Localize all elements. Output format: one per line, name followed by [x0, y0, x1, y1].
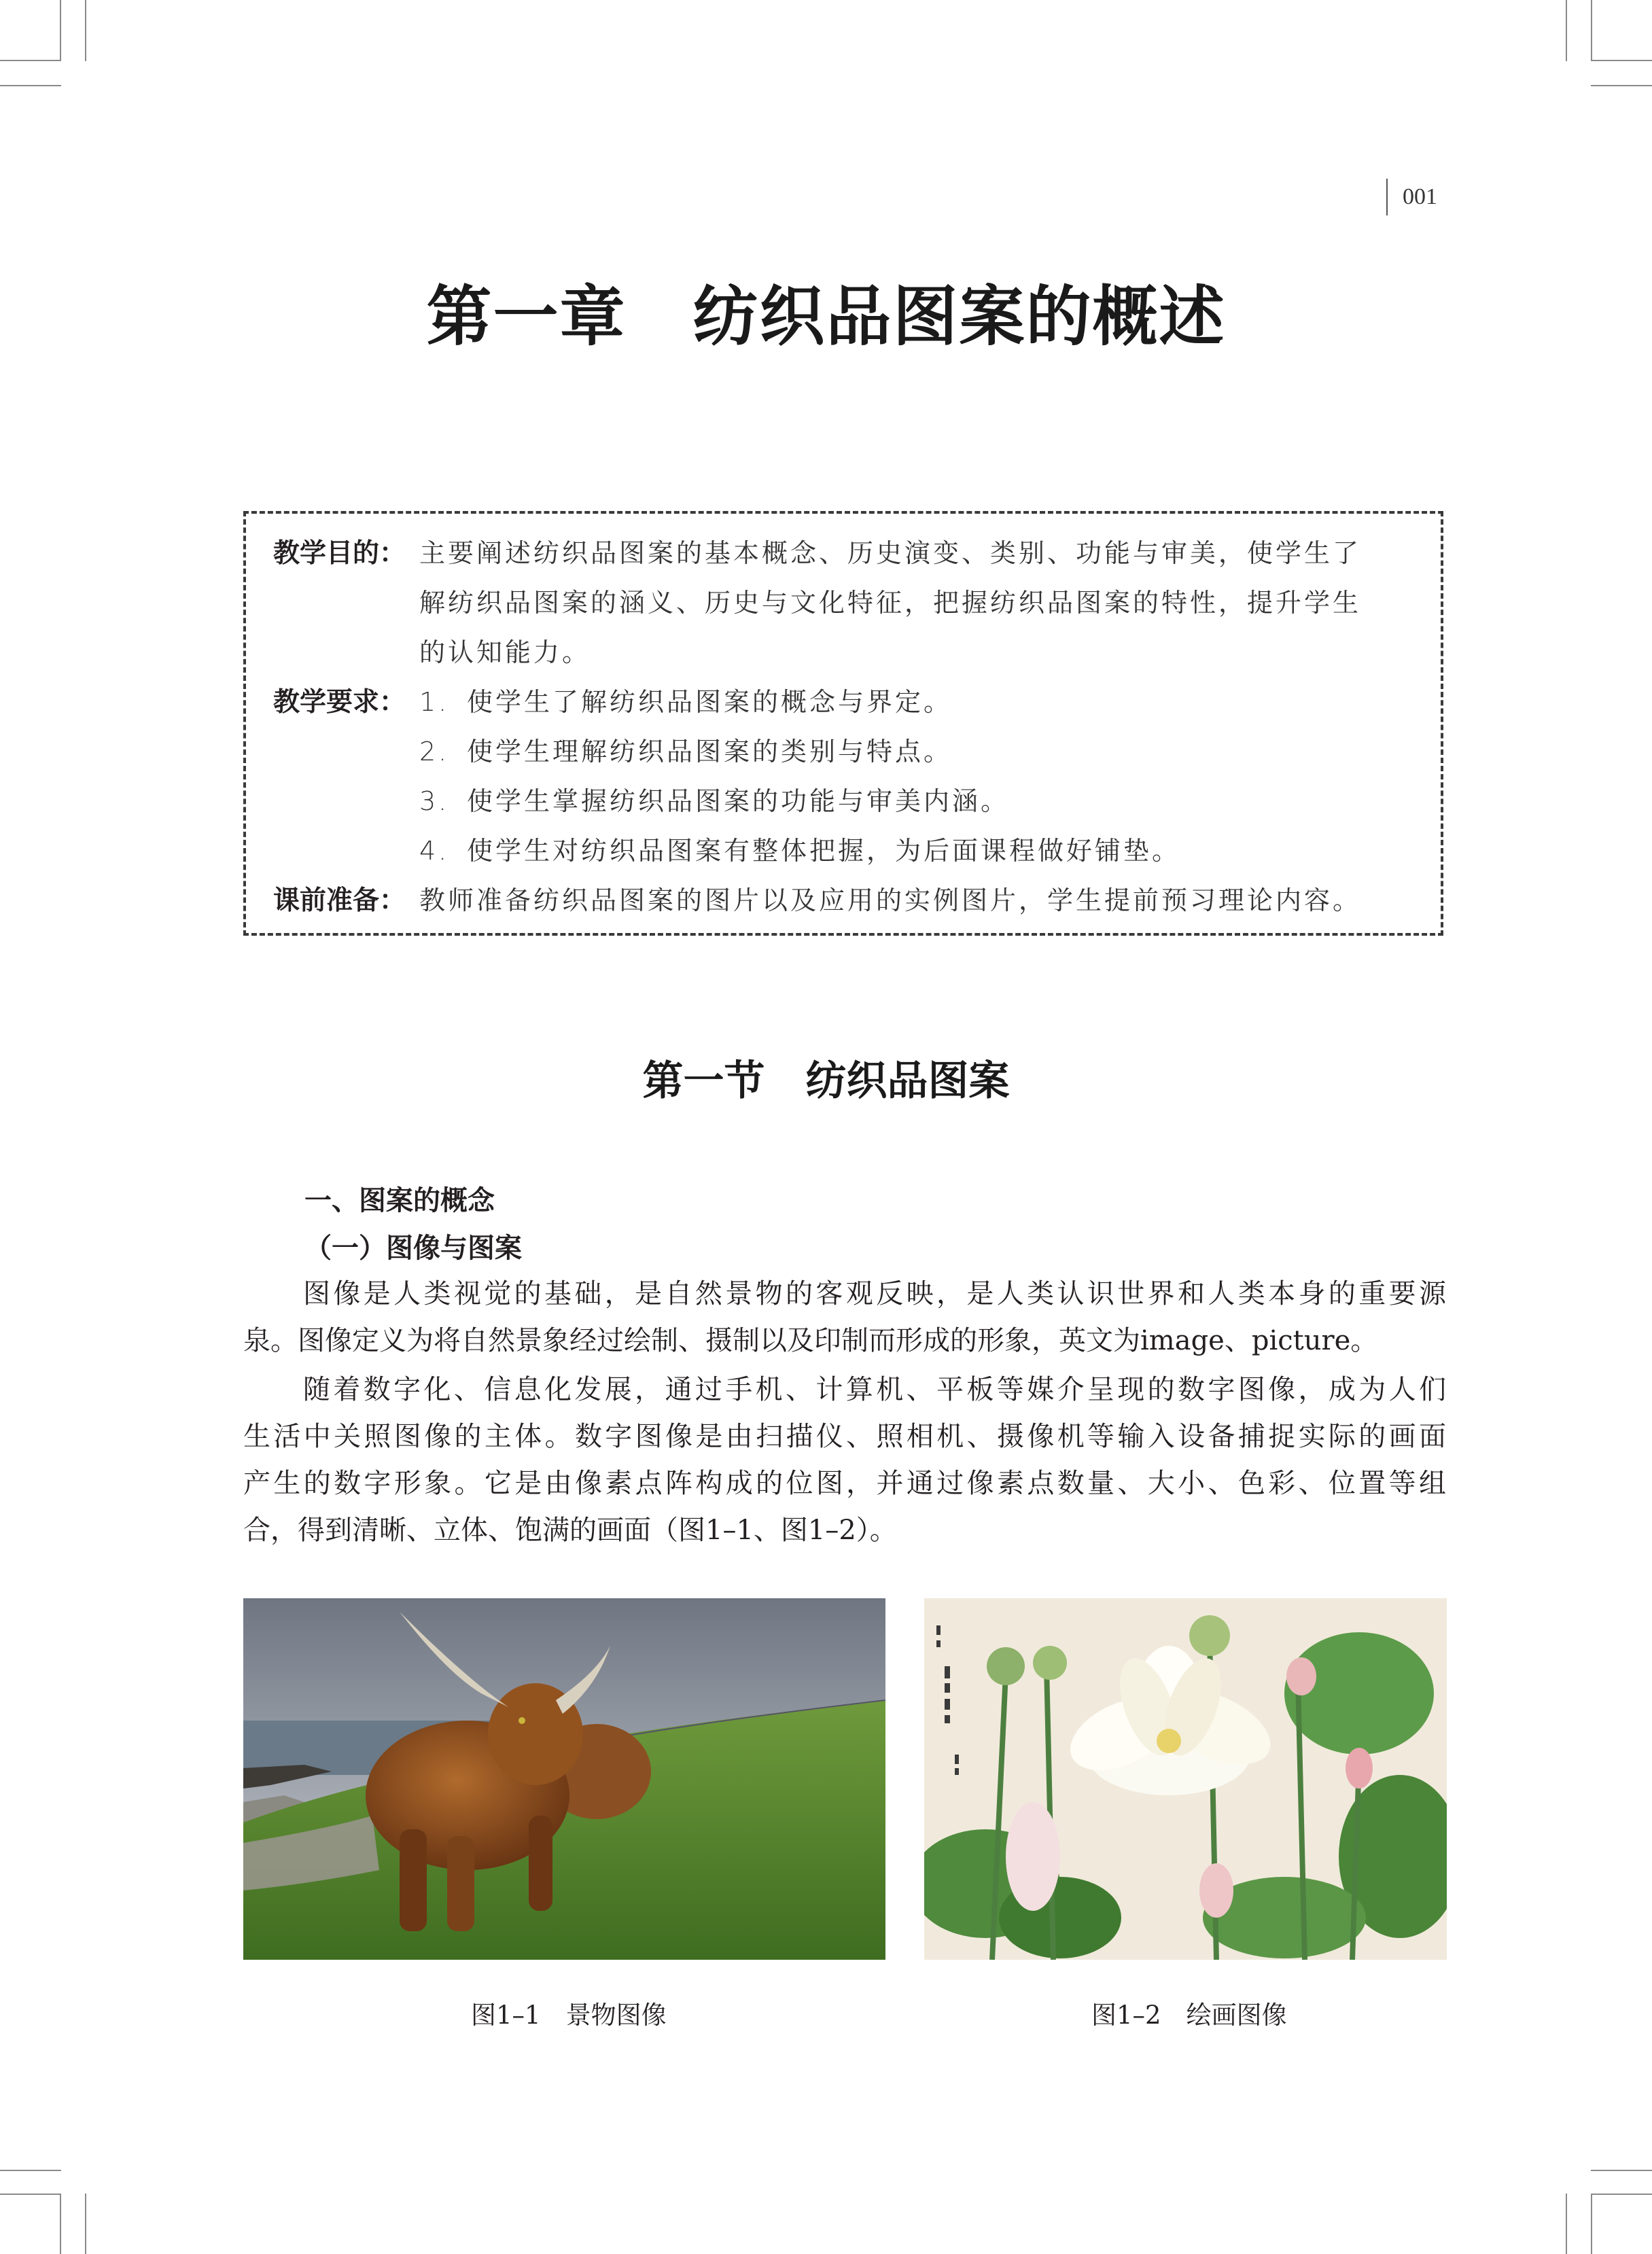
crop-mark [60, 0, 61, 61]
requirements-row [273, 677, 1422, 727]
crop-mark [0, 2170, 61, 2171]
chapter-title-text: 第一章 纺织品图案的概述 [426, 278, 1226, 355]
requirement-item: 3. 使学生掌握纺织品图案的功能与审美内涵。 [419, 786, 1010, 816]
crop-mark [0, 60, 61, 61]
page-number-block [1386, 178, 1437, 216]
purpose-row-cont [273, 578, 1422, 628]
purpose-line: 解纺织品图案的涵义、历史与文化特征，把握纺织品图案的特性，提升学生 [419, 588, 1362, 618]
crop-mark [1591, 85, 1652, 86]
purpose-line: 的认知能力。 [419, 637, 591, 667]
purpose-label: 教学目的： [273, 538, 406, 569]
prep-text: 教师准备纺织品图案的图片以及应用的实例图片，学生提前预习理论内容。 [419, 885, 1362, 915]
requirement-item: 2. 使学生理解纺织品图案的类别与特点。 [419, 737, 953, 767]
chapter-title [0, 265, 1652, 358]
highland-cattle-image [243, 1598, 885, 1960]
figure-caption: 图1–1 景物图像 [471, 2001, 667, 2030]
purpose-row [273, 529, 1422, 578]
requirements-label: 教学要求： [273, 687, 406, 718]
paragraph [243, 1367, 1446, 1554]
purpose-row-cont [273, 628, 1422, 677]
section-title [0, 1049, 1652, 1107]
purpose-line: 主要阐述纺织品图案的基本概念、历史演变、类别、功能与审美，使学生了 [419, 538, 1362, 568]
paragraph-line: 随着数字化、信息化发展，通过手机、计算机、平板等媒介呈现的数字图像，成为人们 [303, 1374, 1446, 1405]
prep-row [273, 876, 1422, 926]
requirement-row [273, 777, 1422, 826]
requirement-row [273, 826, 1422, 876]
paragraph-line: 合，得到清晰、立体、饱满的画面（图1–1、图1–2）。 [243, 1515, 897, 1546]
paragraph-line: 产生的数字形象。它是由像素点阵构成的位图，并通过像素点数量、大小、色彩、位置等组 [243, 1468, 1446, 1499]
lotus-painting-image [924, 1598, 1447, 1960]
crop-mark [1591, 2194, 1652, 2195]
crop-mark [1566, 2194, 1567, 2254]
crop-mark [0, 2194, 61, 2195]
section-title-text: 第一节 纺织品图案 [642, 1057, 1010, 1105]
requirement-item: 4. 使学生对纺织品图案有整体把握，为后面课程做好铺垫。 [419, 836, 1181, 866]
paragraph-line: 生活中关照图像的主体。数字图像是由扫描仪、照相机、摄像机等输入设备捕捉实际的画面 [243, 1421, 1446, 1452]
teaching-objectives-box [243, 511, 1443, 936]
crop-mark [1591, 2194, 1592, 2254]
paragraph [243, 1271, 1446, 1364]
figure-caption: 图1–2 绘画图像 [1091, 2001, 1287, 2030]
figure-landscape-photo [243, 1598, 885, 1960]
heading-level-2: （一）图像与图案 [304, 1233, 522, 1264]
paragraph-line: 图像是人类视觉的基础，是自然景物的客观反映，是人类认识世界和人类本身的重要源 [303, 1278, 1446, 1309]
prep-label: 课前准备： [273, 885, 406, 916]
figure-painting [924, 1598, 1447, 1960]
crop-mark [1591, 60, 1652, 61]
requirement-row [273, 727, 1422, 777]
requirement-item: 1. 使学生了解纺织品图案的概念与界定。 [419, 687, 953, 717]
crop-mark [1591, 0, 1592, 61]
paragraph-line: 泉。图像定义为将自然景象经过绘制、摄制以及印制而形成的形象，英文为image、picture。 [243, 1325, 1378, 1356]
crop-mark [85, 0, 86, 61]
heading-level-1: 一、图案的概念 [304, 1184, 495, 1216]
crop-mark [85, 2194, 86, 2254]
crop-mark [60, 2194, 61, 2254]
crop-mark [1566, 0, 1567, 61]
crop-mark [1591, 2170, 1652, 2171]
page-number: 001 [1403, 184, 1437, 209]
page-number-divider [1386, 179, 1388, 215]
crop-mark [0, 85, 61, 86]
